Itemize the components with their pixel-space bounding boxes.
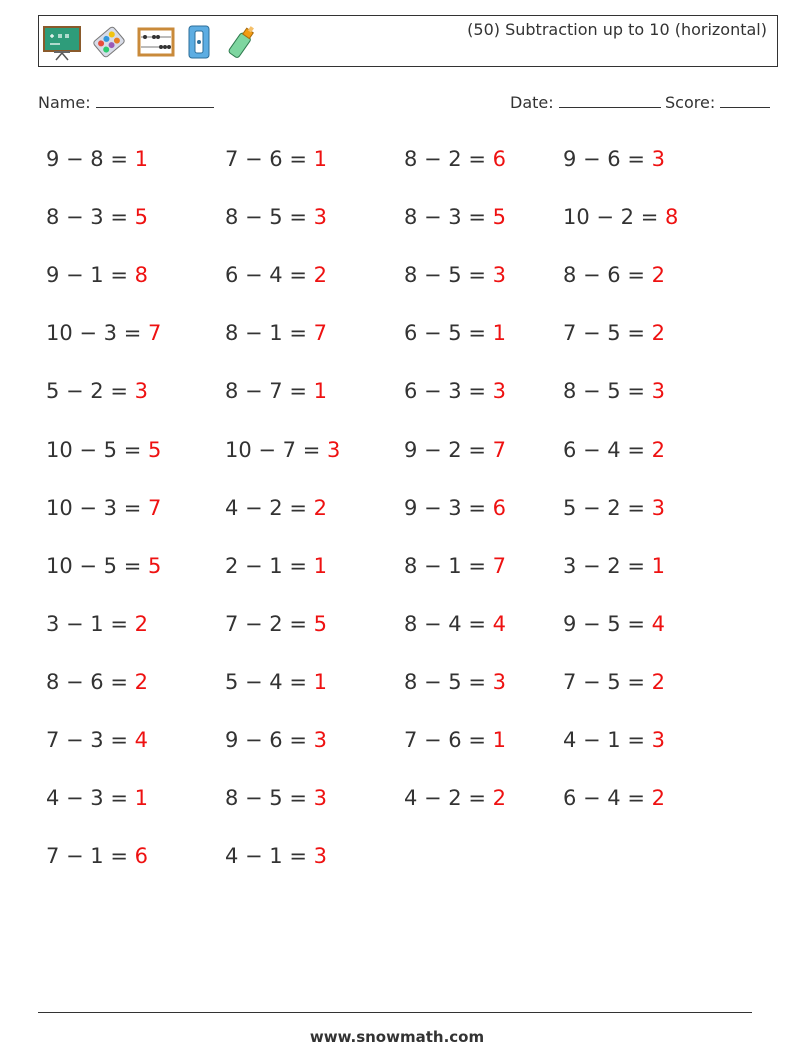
- name-label: Name:: [38, 93, 91, 112]
- problem-item: [404, 611, 506, 637]
- problem-expression: 8 − 2 =: [404, 147, 493, 171]
- problem-answer: 5: [134, 205, 148, 230]
- problem-expression: 4 − 3 =: [46, 786, 135, 811]
- problem-answer: 3: [651, 495, 665, 520]
- problem-expression: 6 − 3 =: [404, 379, 493, 404]
- problem-item: [563, 378, 665, 404]
- problem-item: [225, 785, 327, 811]
- problem-answer: 3: [492, 669, 506, 694]
- problem-item: [225, 843, 327, 869]
- problem-answer: 3: [651, 147, 665, 171]
- problem-expression: 10 − 5 =: [46, 553, 148, 578]
- problem-item: [404, 437, 506, 463]
- date-label: Date:: [510, 93, 554, 112]
- problem-expression: 8 − 4 =: [404, 611, 493, 636]
- problem-answer: 2: [134, 611, 148, 636]
- problem-item: [404, 146, 506, 172]
- problem-expression: 8 − 5 =: [225, 205, 314, 230]
- problem-expression: 6 − 4 =: [563, 437, 652, 462]
- problem-answer: 1: [313, 379, 327, 404]
- problem-expression: 6 − 4 =: [225, 263, 314, 288]
- problem-answer: 1: [134, 147, 148, 171]
- problem-answer: 3: [313, 844, 327, 869]
- problem-item: [225, 146, 327, 172]
- problem-expression: 8 − 6 =: [563, 263, 652, 288]
- problem-item: [563, 146, 665, 172]
- problem-answer: 1: [313, 669, 327, 694]
- problem-answer: 3: [326, 437, 341, 462]
- problem-answer: 2: [651, 669, 665, 694]
- problem-expression: 6 − 5 =: [404, 321, 493, 346]
- problem-item: [46, 727, 148, 753]
- problem-expression: 10 − 5 =: [46, 437, 148, 462]
- problem-answer: 2: [492, 786, 506, 811]
- problem-expression: 7 − 1 =: [46, 844, 135, 869]
- problem-expression: 9 − 1 =: [46, 263, 135, 288]
- pencil-sharpener-icon: [184, 22, 214, 62]
- problem-answer: 6: [492, 495, 506, 520]
- problem-expression: 10 − 3 =: [46, 495, 148, 520]
- problem-expression: 8 − 5 =: [404, 669, 493, 694]
- problem-item: [563, 553, 665, 579]
- footer-divider: [38, 1012, 752, 1013]
- problem-answer: 3: [651, 728, 665, 752]
- problem-item: [46, 204, 148, 230]
- problem-item: [225, 553, 327, 579]
- problem-item: [46, 669, 148, 695]
- problem-expression: 8 − 5 =: [225, 786, 314, 811]
- problem-expression: 8 − 5 =: [404, 263, 493, 288]
- worksheet-title: (50) Subtraction up to 10 (horizontal): [467, 20, 767, 39]
- problem-answer: 2: [134, 669, 148, 694]
- problem-answer: 7: [313, 321, 327, 346]
- problem-item: [46, 843, 148, 869]
- problem-expression: 7 − 5 =: [563, 321, 652, 346]
- problem-expression: 5 − 4 =: [225, 669, 314, 694]
- problem-item: [563, 611, 665, 637]
- problem-item: [46, 320, 161, 346]
- problem-answer: 1: [492, 728, 506, 752]
- problem-expression: 5 − 2 =: [46, 379, 135, 404]
- problem-expression: 7 − 2 =: [225, 611, 314, 636]
- problem-expression: 4 − 1 =: [225, 844, 314, 869]
- problem-item: [563, 495, 665, 521]
- problem-item: [404, 320, 506, 346]
- problem-expression: 8 − 3 =: [404, 205, 493, 230]
- problem-item: [225, 204, 327, 230]
- name-blank[interactable]: [96, 93, 214, 108]
- problem-answer: 7: [147, 495, 162, 520]
- problem-answer: 4: [134, 728, 148, 752]
- problem-item: [225, 378, 327, 404]
- problem-answer: 8: [664, 205, 679, 230]
- problem-item: [563, 437, 665, 463]
- problem-expression: 9 − 6 =: [225, 728, 314, 752]
- problem-item: [46, 611, 148, 637]
- problem-item: [404, 262, 506, 288]
- problem-expression: 10 − 3 =: [46, 321, 148, 346]
- problem-expression: 9 − 2 =: [404, 437, 493, 462]
- problem-answer: 2: [651, 437, 665, 462]
- problem-answer: 8: [134, 263, 148, 288]
- problem-expression: 8 − 1 =: [404, 553, 493, 578]
- problem-expression: 8 − 1 =: [225, 321, 314, 346]
- problem-item: [46, 495, 161, 521]
- problem-expression: 7 − 6 =: [404, 728, 493, 752]
- problem-item: [404, 204, 506, 230]
- problem-item: [46, 553, 161, 579]
- problem-answer: 2: [651, 321, 665, 346]
- problem-expression: 8 − 7 =: [225, 379, 314, 404]
- score-label: Score:: [665, 93, 716, 112]
- problem-answer: 1: [134, 786, 148, 811]
- problem-item: [46, 785, 148, 811]
- problem-answer: 5: [313, 611, 327, 636]
- problem-answer: 5: [492, 205, 506, 230]
- problem-answer: 2: [651, 786, 665, 811]
- problem-answer: 3: [492, 263, 506, 288]
- score-blank[interactable]: [720, 93, 770, 108]
- problem-answer: 2: [313, 495, 327, 520]
- problem-expression: 7 − 6 =: [225, 147, 314, 171]
- problem-answer: 6: [492, 147, 506, 171]
- problem-answer: 5: [147, 553, 162, 578]
- name-field[interactable]: [38, 93, 214, 112]
- problem-item: [46, 146, 148, 172]
- problem-expression: 4 − 1 =: [563, 728, 652, 752]
- glue-bottle-icon: [222, 22, 262, 62]
- problem-answer: 2: [651, 263, 665, 288]
- problem-item: [225, 611, 327, 637]
- problem-item: [225, 495, 327, 521]
- problem-expression: 7 − 3 =: [46, 728, 135, 752]
- problem-item: [46, 378, 148, 404]
- chalkboard-icon: [42, 22, 82, 62]
- problem-answer: 3: [313, 786, 327, 811]
- problem-expression: 3 − 1 =: [46, 611, 135, 636]
- problem-expression: 5 − 2 =: [563, 495, 652, 520]
- problem-item: [563, 320, 665, 346]
- problem-expression: 4 − 2 =: [404, 786, 493, 811]
- problem-expression: 9 − 5 =: [563, 611, 652, 636]
- problem-expression: 7 − 5 =: [563, 669, 652, 694]
- problem-answer: 2: [313, 263, 327, 288]
- problem-item: [404, 378, 506, 404]
- problem-expression: 3 − 2 =: [563, 553, 652, 578]
- problem-answer: 3: [492, 379, 506, 404]
- paint-palette-icon: [90, 22, 128, 62]
- date-field[interactable]: [510, 93, 661, 112]
- problem-answer: 4: [492, 611, 506, 636]
- problem-answer: 3: [651, 379, 665, 404]
- problem-answer: 1: [651, 553, 665, 578]
- problem-item: [225, 669, 327, 695]
- problem-expression: 4 − 2 =: [225, 495, 314, 520]
- problem-answer: 3: [313, 205, 327, 230]
- problem-item: [225, 437, 340, 463]
- problem-answer: 7: [147, 321, 162, 346]
- problem-item: [404, 553, 506, 579]
- problem-answer: 3: [134, 379, 148, 404]
- problem-answer: 4: [651, 611, 665, 636]
- problem-answer: 7: [492, 437, 506, 462]
- problem-expression: 2 − 1 =: [225, 553, 314, 578]
- problem-expression: 10 − 7 =: [225, 437, 327, 462]
- worksheet-header: [38, 15, 778, 67]
- problem-item: [563, 727, 665, 753]
- problem-expression: 9 − 8 =: [46, 147, 135, 171]
- problem-expression: 8 − 5 =: [563, 379, 652, 404]
- header-icons: [42, 20, 262, 64]
- problem-item: [225, 320, 327, 346]
- problem-expression: 9 − 6 =: [563, 147, 652, 171]
- problem-item: [563, 204, 678, 230]
- problem-item: [225, 727, 327, 753]
- problem-item: [404, 727, 506, 753]
- footer-website: www.snowmath.com: [309, 1028, 485, 1046]
- problem-item: [563, 262, 665, 288]
- problem-item: [563, 785, 665, 811]
- problem-item: [404, 495, 506, 521]
- problem-answer: 1: [313, 147, 327, 171]
- problem-item: [404, 785, 506, 811]
- problem-answer: 1: [313, 553, 327, 578]
- problem-expression: 8 − 3 =: [46, 205, 135, 230]
- problem-expression: 8 − 6 =: [46, 669, 135, 694]
- problem-item: [225, 262, 327, 288]
- abacus-icon: [136, 22, 176, 62]
- problem-answer: 3: [313, 728, 327, 752]
- problem-item: [563, 669, 665, 695]
- problem-item: [46, 262, 148, 288]
- date-blank[interactable]: [559, 93, 661, 108]
- problem-item: [404, 669, 506, 695]
- problem-expression: 10 − 2 =: [563, 205, 665, 230]
- problem-item: [46, 437, 161, 463]
- problem-expression: 6 − 4 =: [563, 786, 652, 811]
- problem-answer: 7: [492, 553, 506, 578]
- problem-answer: 5: [147, 437, 162, 462]
- score-field[interactable]: [665, 93, 770, 112]
- problem-answer: 6: [134, 844, 148, 869]
- problem-answer: 1: [492, 321, 506, 346]
- problem-expression: 9 − 3 =: [404, 495, 493, 520]
